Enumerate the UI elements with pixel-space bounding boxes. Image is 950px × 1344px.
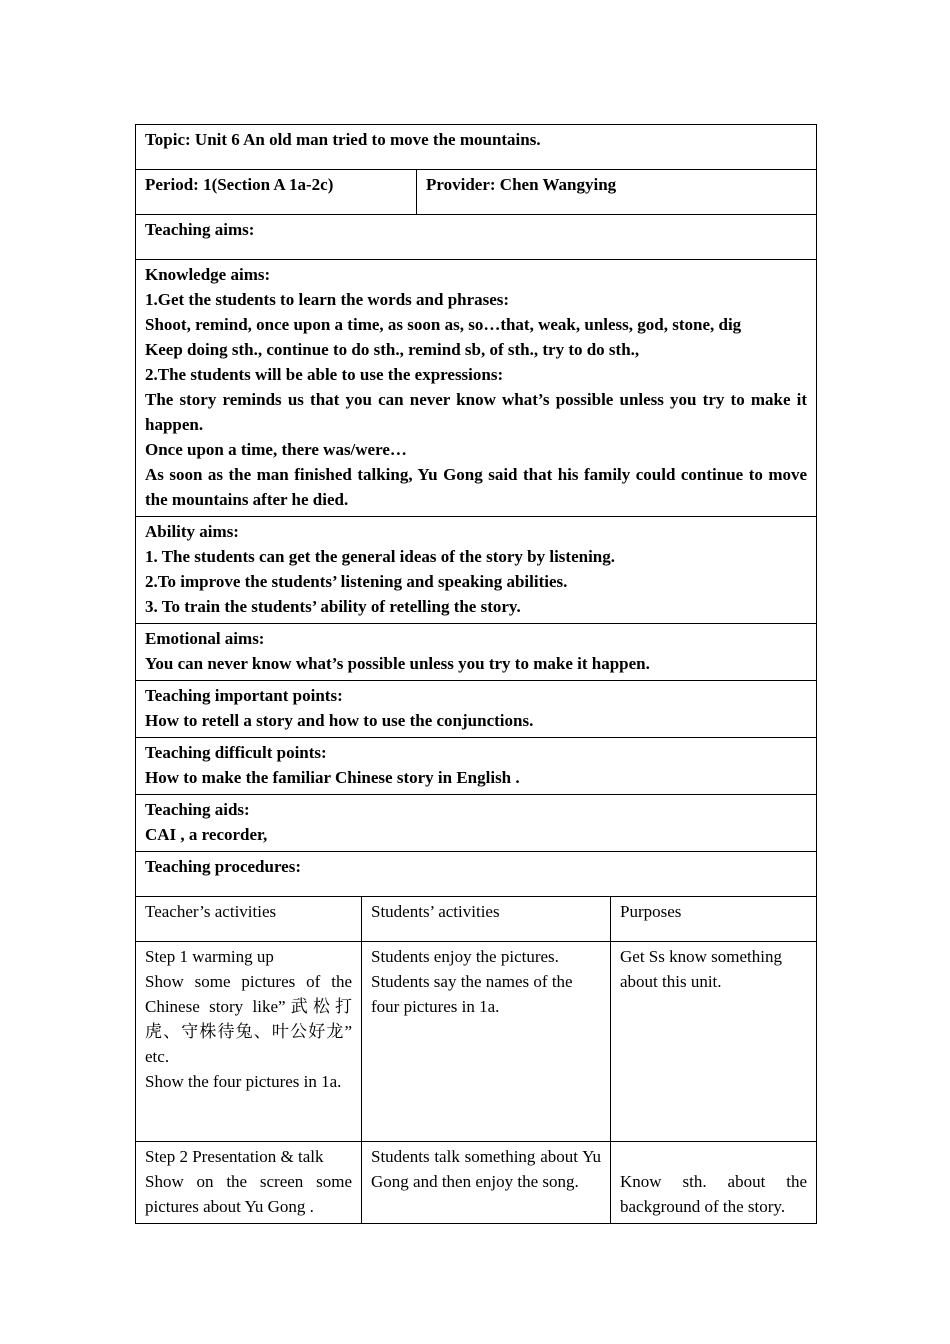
- topic-row: [136, 125, 817, 170]
- period-row: [136, 170, 817, 215]
- knowledge-aims-line: The story reminds us that you can never know what’s possible unless you try to make it happen.: [145, 390, 808, 434]
- knowledge-aims-cell: [136, 260, 817, 517]
- step1-students-cell: [362, 942, 611, 1142]
- ability-aims-line: 3. To train the students’ ability of retelling the story.: [145, 597, 521, 616]
- teaching-aids-title: Teaching aids:: [145, 800, 250, 819]
- ability-aims-cell: [136, 517, 817, 624]
- topic-cell: Topic: Unit 6 An old man tried to move the mountains.: [136, 125, 817, 170]
- step2-row: [136, 1142, 817, 1224]
- step2-teacher-line: Show on the screen some pictures about Yu Gong .: [145, 1172, 352, 1216]
- knowledge-aims-row: [136, 260, 817, 517]
- provider-cell: Provider: Chen Wangying: [417, 170, 817, 215]
- emotional-aims-title: Emotional aims:: [145, 629, 265, 648]
- column-header-purposes: Purposes: [611, 897, 817, 942]
- lesson-plan-table: [135, 124, 817, 1224]
- column-header-students: Students’ activities: [362, 897, 611, 942]
- knowledge-aims-line: Shoot, remind, once upon a time, as soon as, so…that, weak, unless, god, stone, dig: [145, 315, 742, 334]
- difficult-points-title: Teaching difficult points:: [145, 743, 327, 762]
- important-points-title: Teaching important points:: [145, 686, 343, 705]
- column-header-teacher: Teacher’s activities: [136, 897, 362, 942]
- knowledge-aims-line: Keep doing sth., continue to do sth., remind sb, of sth., try to do sth.,: [145, 340, 640, 359]
- ability-aims-line: 1. The students can get the general ideas of the story by listening.: [145, 547, 616, 566]
- step1-row: [136, 942, 817, 1142]
- step2-purpose-cell: Know sth. about the background of the story.: [611, 1142, 817, 1224]
- procedures-heading: Teaching procedures:: [136, 852, 817, 897]
- teaching-aids-row: [136, 795, 817, 852]
- teaching-aims-heading: Teaching aims:: [136, 215, 817, 260]
- knowledge-aims-line: 1.Get the students to learn the words and phrases:: [145, 290, 510, 309]
- knowledge-aims-line: As soon as the man finished talking, Yu Gong said that his family could continue to move the mountains after he died.: [145, 465, 808, 509]
- difficult-points-cell: [136, 738, 817, 795]
- knowledge-aims-line: Once upon a time, there was/were…: [145, 440, 407, 459]
- knowledge-aims-title: Knowledge aims:: [145, 265, 271, 284]
- step1-teacher-cell: [136, 942, 362, 1142]
- ability-aims-line: 2.To improve the students’ listening and speaking abilities.: [145, 572, 568, 591]
- step1-purpose-cell: Get Ss know something about this unit.: [611, 942, 817, 1142]
- step2-students-cell: Students talk something about Yu Gong and then enjoy the song.: [362, 1142, 611, 1224]
- difficult-points-row: [136, 738, 817, 795]
- important-points-line: How to retell a story and how to use the conjunctions.: [145, 711, 534, 730]
- important-points-row: [136, 681, 817, 738]
- emotional-aims-row: [136, 624, 817, 681]
- teaching-aids-line: CAI , a recorder,: [145, 825, 268, 844]
- step2-teacher-cell: [136, 1142, 362, 1224]
- step2-teacher-line: Step 2 Presentation & talk: [145, 1147, 324, 1166]
- ability-aims-row: [136, 517, 817, 624]
- step1-teacher-line: Show some pictures of the Chinese story like”武松打虎、守株待兔、叶公好龙” etc.: [145, 972, 352, 1066]
- teaching-aims-row: [136, 215, 817, 260]
- step1-students-line: Students say the names of the four pictures in 1a.: [371, 972, 573, 1016]
- procedures-row: [136, 852, 817, 897]
- step1-teacher-line: Show the four pictures in 1a.: [145, 1072, 342, 1091]
- emotional-aims-cell: [136, 624, 817, 681]
- step1-teacher-line: Step 1 warming up: [145, 947, 274, 966]
- knowledge-aims-line: 2.The students will be able to use the expressions:: [145, 365, 504, 384]
- step1-students-line: Students enjoy the pictures.: [371, 947, 559, 966]
- ability-aims-title: Ability aims:: [145, 522, 239, 541]
- emotional-aims-line: You can never know what’s possible unless you try to make it happen.: [145, 654, 650, 673]
- period-cell: Period: 1(Section A 1a-2c): [136, 170, 417, 215]
- teaching-aids-cell: [136, 795, 817, 852]
- column-header-row: [136, 897, 817, 942]
- difficult-points-line: How to make the familiar Chinese story in English .: [145, 768, 520, 787]
- important-points-cell: [136, 681, 817, 738]
